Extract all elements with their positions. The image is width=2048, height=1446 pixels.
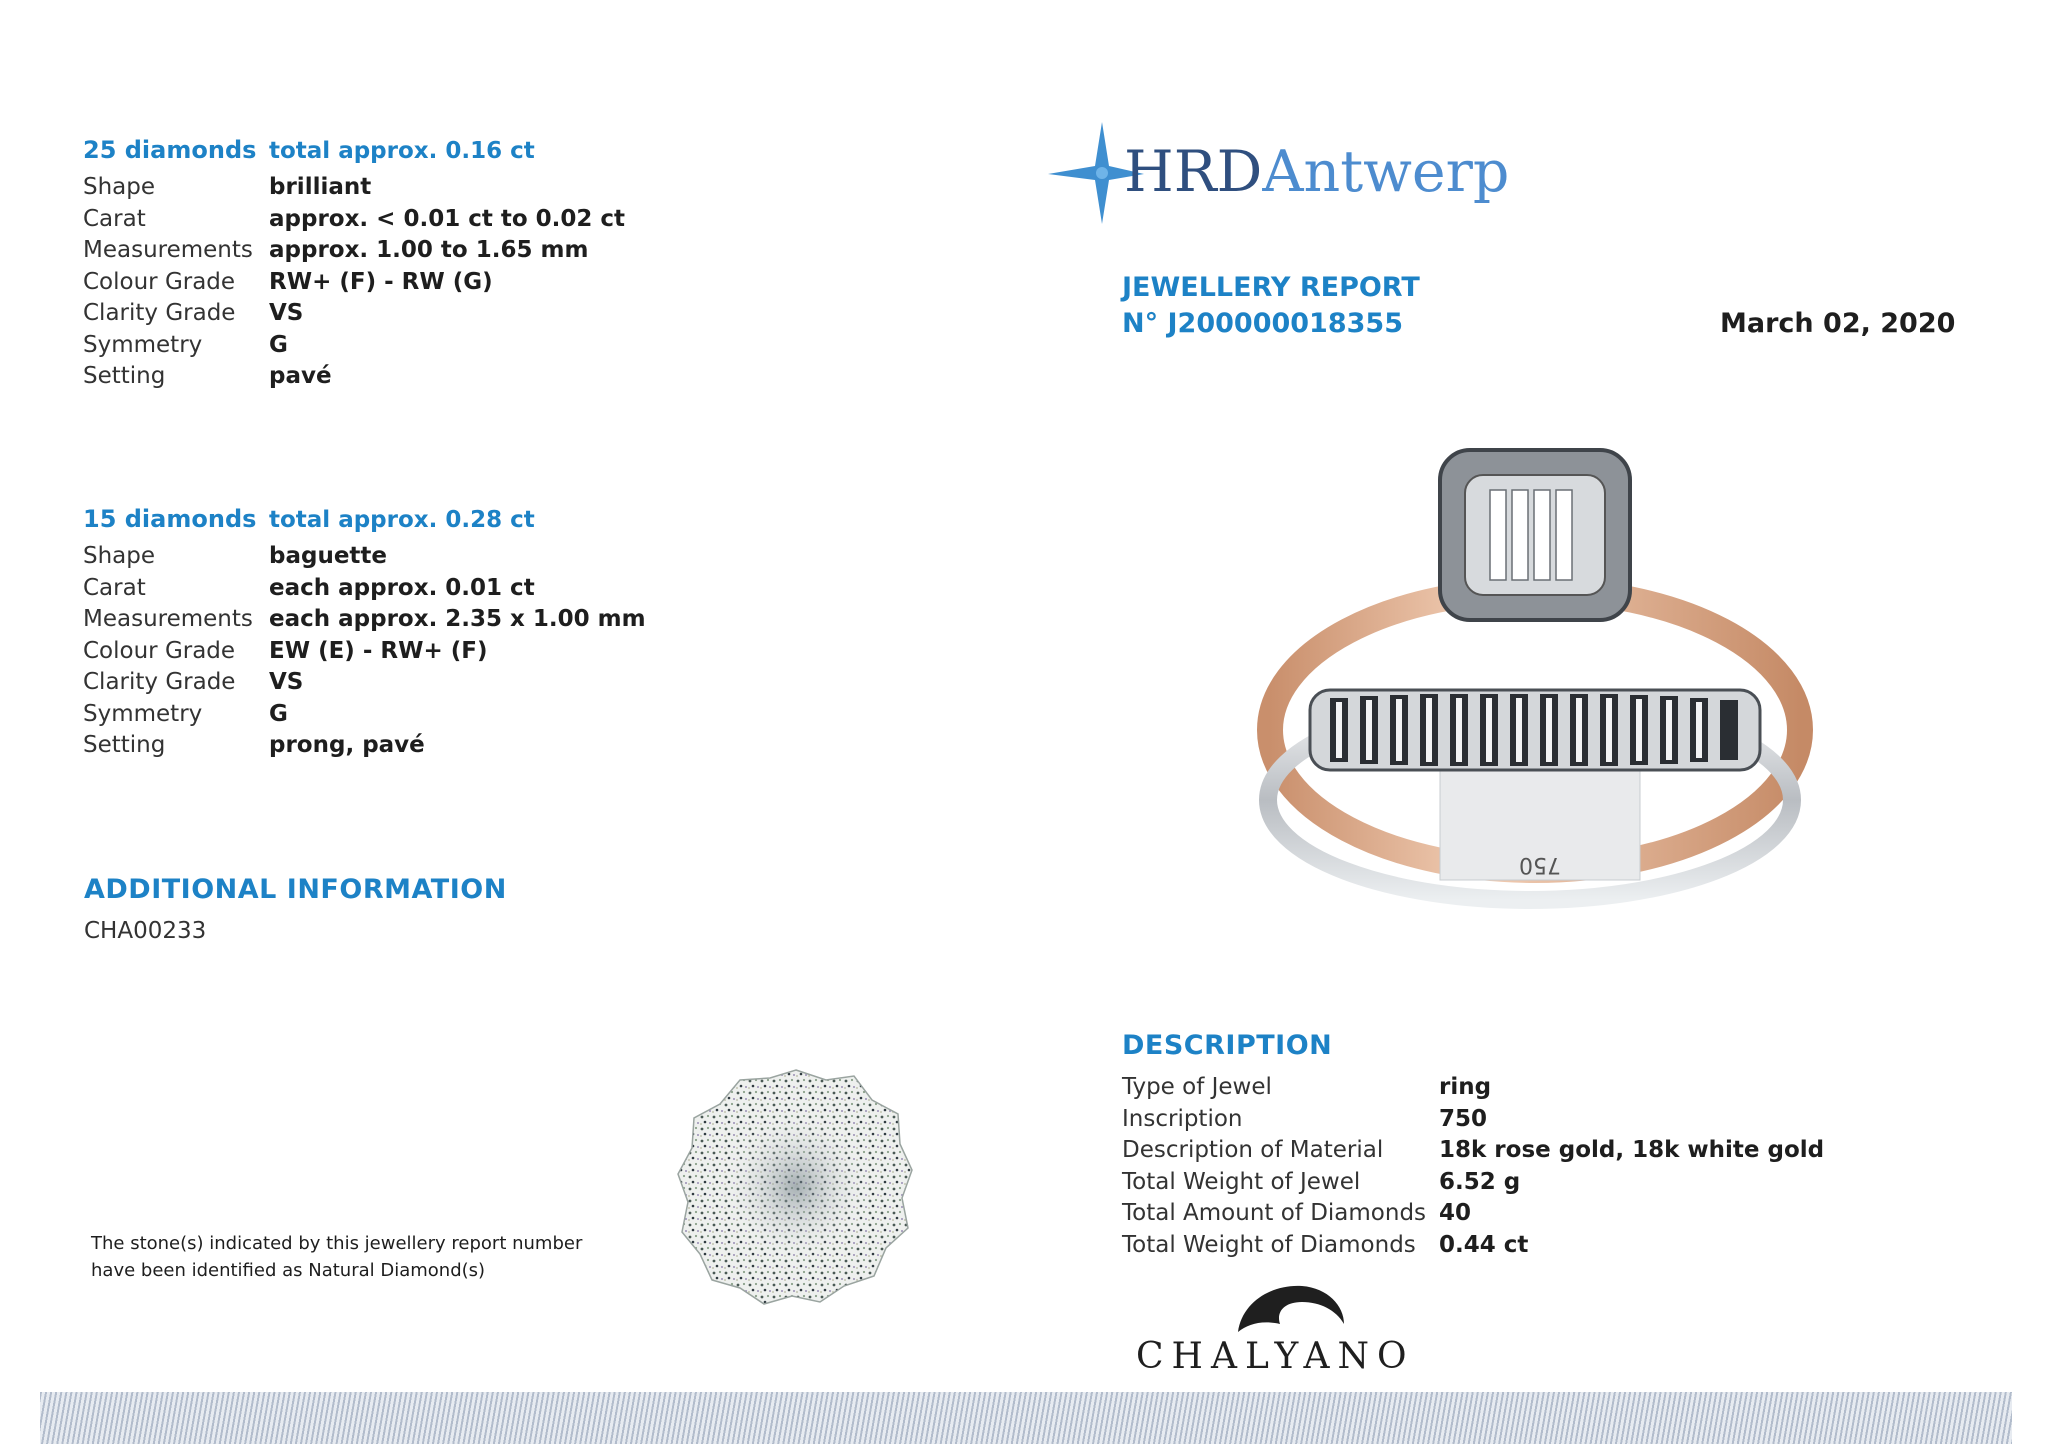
spec-label: Carat — [83, 574, 146, 601]
description-row — [1122, 1200, 1862, 1232]
inscription-text: 750 — [1519, 852, 1561, 877]
report-date: March 02, 2020 — [1720, 308, 1956, 339]
spec-label: Colour Grade — [83, 637, 236, 664]
spec-label: Setting — [83, 732, 166, 758]
spec-label: Shape — [83, 543, 156, 569]
spec-row — [83, 606, 683, 638]
spec-label: Clarity Grade — [83, 300, 236, 326]
spec-value: approx. < 0.01 ct to 0.02 ct — [269, 205, 626, 232]
spec-label: Symmetry — [83, 700, 203, 727]
note-line-2: have been identified as Natural Diamond(s) — [91, 1260, 486, 1281]
spec-row — [83, 701, 683, 733]
spec-value: approx. 1.00 to 1.65 mm — [269, 237, 589, 263]
spec-row — [83, 732, 683, 764]
spec-value: VS — [269, 300, 304, 326]
spec-row — [83, 237, 683, 269]
spec-row — [83, 269, 683, 301]
diamond-count: 15 diamonds — [83, 505, 257, 533]
spec-label: Measurements — [83, 237, 253, 263]
group-header — [83, 505, 683, 539]
description-label: Total Amount of Diamonds — [1122, 1200, 1427, 1226]
spec-row — [83, 174, 683, 206]
ring-photo — [1240, 440, 1820, 940]
spec-value: each approx. 2.35 x 1.00 mm — [269, 606, 646, 632]
description-row — [1122, 1074, 1862, 1106]
description-value: 750 — [1439, 1105, 1488, 1132]
spec-label: Setting — [83, 363, 166, 389]
description-row — [1122, 1106, 1862, 1138]
spec-row — [83, 669, 683, 701]
spec-value: EW (E) - RW+ (F) — [269, 637, 488, 664]
spec-label: Measurements — [83, 606, 253, 632]
description-title: DESCRIPTION — [1122, 1030, 1333, 1061]
diamond-total-weight: total approx. 0.16 ct — [269, 138, 535, 164]
spec-row — [83, 575, 683, 607]
spec-value: VS — [269, 669, 304, 695]
spec-value: RW+ (F) - RW (G) — [269, 268, 493, 295]
description-value: 40 — [1439, 1200, 1472, 1226]
description-label: Total Weight of Diamonds — [1122, 1231, 1416, 1258]
additional-info-title: ADDITIONAL INFORMATION — [84, 874, 507, 905]
report-number: N° J200000018355 — [1122, 308, 1403, 339]
spec-row — [83, 206, 683, 238]
diamond-group-2 — [83, 505, 683, 764]
spec-value: G — [269, 331, 288, 358]
description-value: 0.44 ct — [1439, 1231, 1529, 1258]
hrd-antwerp-logo — [1046, 118, 1516, 228]
wave-logo-icon — [1232, 1280, 1352, 1334]
diamond-count: 25 diamonds — [83, 136, 257, 164]
spec-value: each approx. 0.01 ct — [269, 574, 535, 601]
description-value: 18k rose gold, 18k white gold — [1439, 1137, 1825, 1163]
spec-row — [83, 363, 683, 395]
group-header — [83, 136, 683, 170]
report-title: JEWELLERY REPORT — [1122, 272, 1420, 303]
chalyano-logo — [1130, 1280, 1470, 1380]
diamond-group-1 — [83, 136, 683, 395]
spec-row — [83, 638, 683, 670]
diamond-total-weight: total approx. 0.28 ct — [269, 507, 535, 533]
description-label: Description of Material — [1122, 1137, 1384, 1163]
description-label: Type of Jewel — [1122, 1074, 1272, 1100]
spec-row — [83, 300, 683, 332]
description-row — [1122, 1137, 1862, 1169]
spec-value: prong, pavé — [269, 732, 425, 758]
spec-label: Colour Grade — [83, 268, 236, 295]
description-label: Inscription — [1122, 1105, 1243, 1132]
logo-wordmark — [1124, 140, 1509, 204]
spec-row — [83, 332, 683, 364]
security-stripe — [40, 1392, 2012, 1444]
logo-hrd: HRD — [1124, 139, 1263, 205]
brand-wordmark: CHALYANO — [1136, 1336, 1415, 1377]
description-value: ring — [1439, 1074, 1492, 1100]
description-label: Total Weight of Jewel — [1122, 1168, 1361, 1195]
spec-label: Carat — [83, 205, 146, 232]
spec-value: baguette — [269, 543, 388, 569]
spec-label: Clarity Grade — [83, 669, 236, 695]
description-value: 6.52 g — [1439, 1168, 1521, 1195]
spec-label: Symmetry — [83, 331, 203, 358]
note-line-1: The stone(s) indicated by this jewellery report number — [91, 1233, 583, 1254]
description-row — [1122, 1232, 1862, 1264]
spec-value: pavé — [269, 363, 332, 389]
logo-antwerp: Antwerp — [1262, 139, 1510, 205]
description-section — [1122, 1030, 1862, 1263]
additional-info-value: CHA00233 — [84, 918, 207, 944]
hologram-seal-icon — [676, 1066, 916, 1306]
spec-label: Shape — [83, 174, 156, 200]
spec-value: brilliant — [269, 174, 372, 200]
spec-row — [83, 543, 683, 575]
spec-value: G — [269, 700, 288, 727]
natural-diamond-note — [91, 1230, 582, 1284]
description-row — [1122, 1169, 1862, 1201]
